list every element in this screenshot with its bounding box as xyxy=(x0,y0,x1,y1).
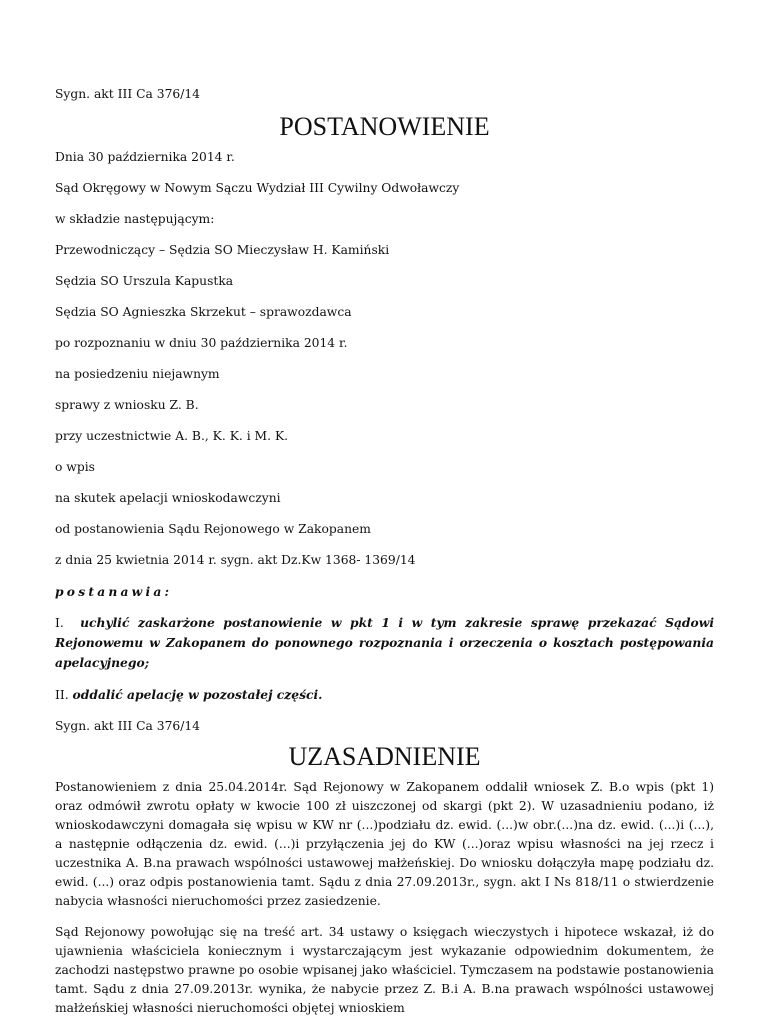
appeal-line: na skutek apelacji wnioskodawczyni xyxy=(55,491,281,505)
participants-line: przy uczestnictwie A. B., K. K. i M. K. xyxy=(55,429,289,443)
intro-block xyxy=(55,148,714,570)
hearing-date-line: po rozpoznaniu w dniu 30 października 2014 r. xyxy=(55,336,348,350)
court-line: Sąd Okręgowy w Nowym Sączu Wydział III Cywilny Odwoławczy xyxy=(55,181,460,195)
ruling-1-text: uchylić zaskarżone postanowienie w pkt 1 i w tym zakresie sprawę przekazać Sądowi Rejonowemu w Zakopanem do ponownego rozpoznania i orzeczenia o kosztach postępowania apelacyjnego; xyxy=(55,615,714,670)
resolves-heading: postanawia: xyxy=(55,584,173,599)
case-signature: Sygn. akt III Ca 376/14 xyxy=(55,87,201,101)
document-body xyxy=(55,85,714,1018)
ruling-2-text: oddalić apelację w pozostałej części. xyxy=(72,687,323,702)
ruling-1-number: I. xyxy=(55,616,64,630)
date-line: Dnia 30 października 2014 r. xyxy=(55,150,235,164)
composition-line: w składzie następującym: xyxy=(55,212,215,226)
justification-title: UZASADNIENIE xyxy=(288,742,481,771)
case-signature-2: Sygn. akt III Ca 376/14 xyxy=(55,719,201,733)
lower-court-line: od postanowienia Sądu Rejonowego w Zakopanem xyxy=(55,522,371,536)
ruling-1 xyxy=(55,613,714,673)
session-line: na posiedzeniu niejawnym xyxy=(55,367,220,381)
judge-line-2: Sędzia SO Agnieszka Skrzekut – sprawozdawca xyxy=(55,305,352,319)
justification-paragraph-2: Sąd Rejonowy powołując się na treść art. 34 ustawy o księgach wieczystych i hipotece wskazał, iż do ujawnienia właściciela koniecznym i wystarczającym jest wykazanie odpowiednim dokumentem, że zachodzi następstwo prawne po osobie wpisanej jako właściciel. Tymczasem na podstawie postanowienia tamt. Sądu z dnia 27.09.2013r. wynika, że nabycie przez Z. B.i A. B.na prawach wspólności ustawowej małżeńskiej własności nieruchomości objętej wnioskiem xyxy=(55,925,714,1015)
subject-line: o wpis xyxy=(55,460,95,474)
document-title: POSTANOWIENIE xyxy=(279,112,490,141)
presiding-judge-line: Przewodniczący – Sędzia SO Mieczysław H. Kamiński xyxy=(55,243,390,257)
ruling-2-number: II. xyxy=(55,688,69,702)
judge-line-1: Sędzia SO Urszula Kapustka xyxy=(55,274,234,288)
justification-paragraph-1: Postanowieniem z dnia 25.04.2014r. Sąd Rejonowy w Zakopanem oddalił wniosek Z. B.o wpis (pkt 1) oraz odmówił zwrotu opłaty w kwocie 100 zł uiszczonej od skargi (pkt 2). W uzasadnieniu podano, iż wnioskodawczyni domagała się wpisu w KW nr (...)podziału dz. ewid. (...)w obr.(...)na dz. ewid. (...)i (...), a następnie odłączenia dz. ewid. (...)i przyłączenia jej do KW (...)oraz wpisu własności na jej rzecz i uczestnika A. B.na prawach wspólności ustawowej małżeńskiej. Do wniosku dołączyła mapę podziału dz. ewid. (...) oraz odpis postanowienia tamt. Sądu z dnia 27.09.2013r., sygn. akt I Ns 818/11 o stwierdzenie nabycia własności nieruchomości przez zasiedzenie. xyxy=(55,780,714,908)
ruling-2 xyxy=(55,685,714,705)
applicant-line: sprawy z wniosku Z. B. xyxy=(55,398,199,412)
lower-court-date-line: z dnia 25 kwietnia 2014 r. sygn. akt Dz.Kw 1368- 1369/14 xyxy=(55,553,416,567)
